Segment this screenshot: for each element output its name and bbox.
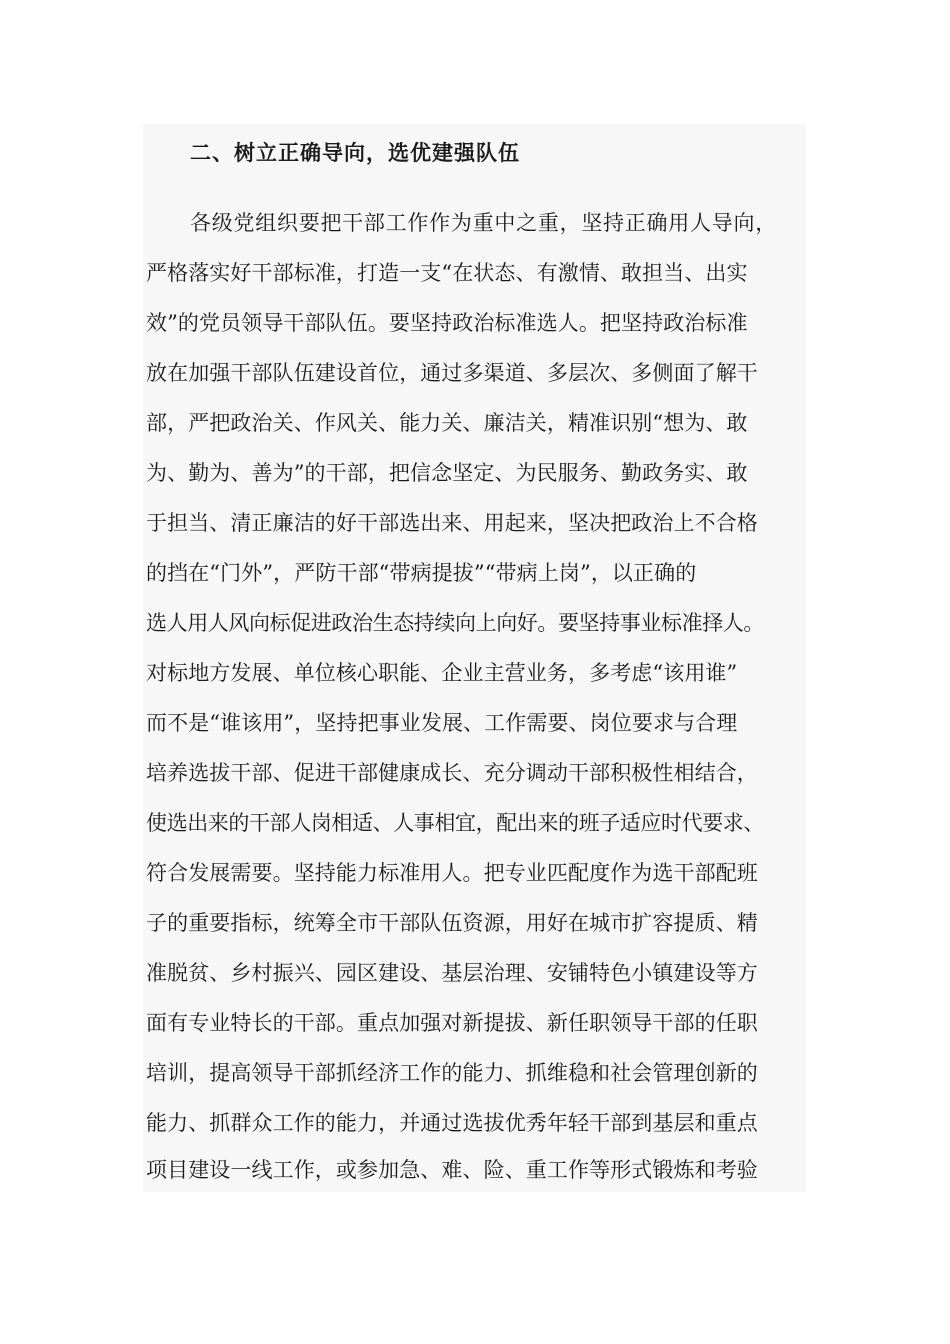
paragraph-line: 能力、抓群众工作的能力，并通过选拔优秀年轻干部到基层和重点 <box>146 1111 758 1135</box>
paragraph-line: 对标地方发展、单位核心职能、企业主营业务，多考虑“该用谁” <box>146 661 738 685</box>
paragraph-line: 于担当、清正廉洁的好干部选出来、用起来，坚决把政治上不合格 <box>146 511 758 535</box>
paragraph-line: 子的重要指标，统筹全市干部队伍资源，用好在城市扩容提质、精 <box>146 911 758 935</box>
paragraph-line: 准脱贫、乡村振兴、园区建设、基层治理、安铺特色小镇建设等方 <box>146 961 758 985</box>
paragraph-line: 培养选拔干部、促进干部健康成长、充分调动干部积极性相结合， <box>146 761 758 785</box>
paragraph-line: 培训，提高领导干部抓经济工作的能力、抓维稳和社会管理创新的 <box>146 1061 758 1085</box>
paragraph-line: 符合发展需要。坚持能力标准用人。把专业匹配度作为选干部配班 <box>146 861 758 885</box>
paragraph-line: 严格落实好干部标准，打造一支“在状态、有激情、敢担当、出实 <box>146 261 748 285</box>
paragraph-line: 放在加强干部队伍建设首位，通过多渠道、多层次、多侧面了解干 <box>146 361 758 385</box>
paragraph-line: 而不是“谁该用”，坚持把事业发展、工作需要、岗位要求与合理 <box>146 711 738 735</box>
paragraph-line: 项目建设一线工作，或参加急、难、险、重工作等形式锻炼和考验 <box>146 1158 758 1182</box>
paragraph-line: 为、勤为、善为”的干部，把信念坚定、为民服务、勤政务实、敢 <box>146 461 748 485</box>
paragraph-line: 效”的党员领导干部队伍。要坚持政治标准选人。把坚持政治标准 <box>146 311 748 335</box>
paragraph-line: 使选出来的干部人岗相适、人事相宜，配出来的班子适应时代要求、 <box>146 811 764 835</box>
paragraph-line: 各级党组织要把干部工作作为重中之重，坚持正确用人导向， <box>190 211 777 235</box>
paragraph-line: 部，严把政治关、作风关、能力关、廉洁关，精准识别“想为、敢 <box>146 411 748 435</box>
paragraph-line: 的挡在“门外”，严防干部“带病提拔”“带病上岗”，以正确的 <box>146 561 697 585</box>
paragraph-line: 选人用人风向标促进政治生态持续向上向好。要坚持事业标准择人。 <box>146 611 764 635</box>
section-heading: 二、树立正确导向，选优建强队伍 <box>190 140 520 165</box>
paragraph-line: 面有专业特长的干部。重点加强对新提拔、新任职领导干部的任职 <box>146 1011 758 1035</box>
